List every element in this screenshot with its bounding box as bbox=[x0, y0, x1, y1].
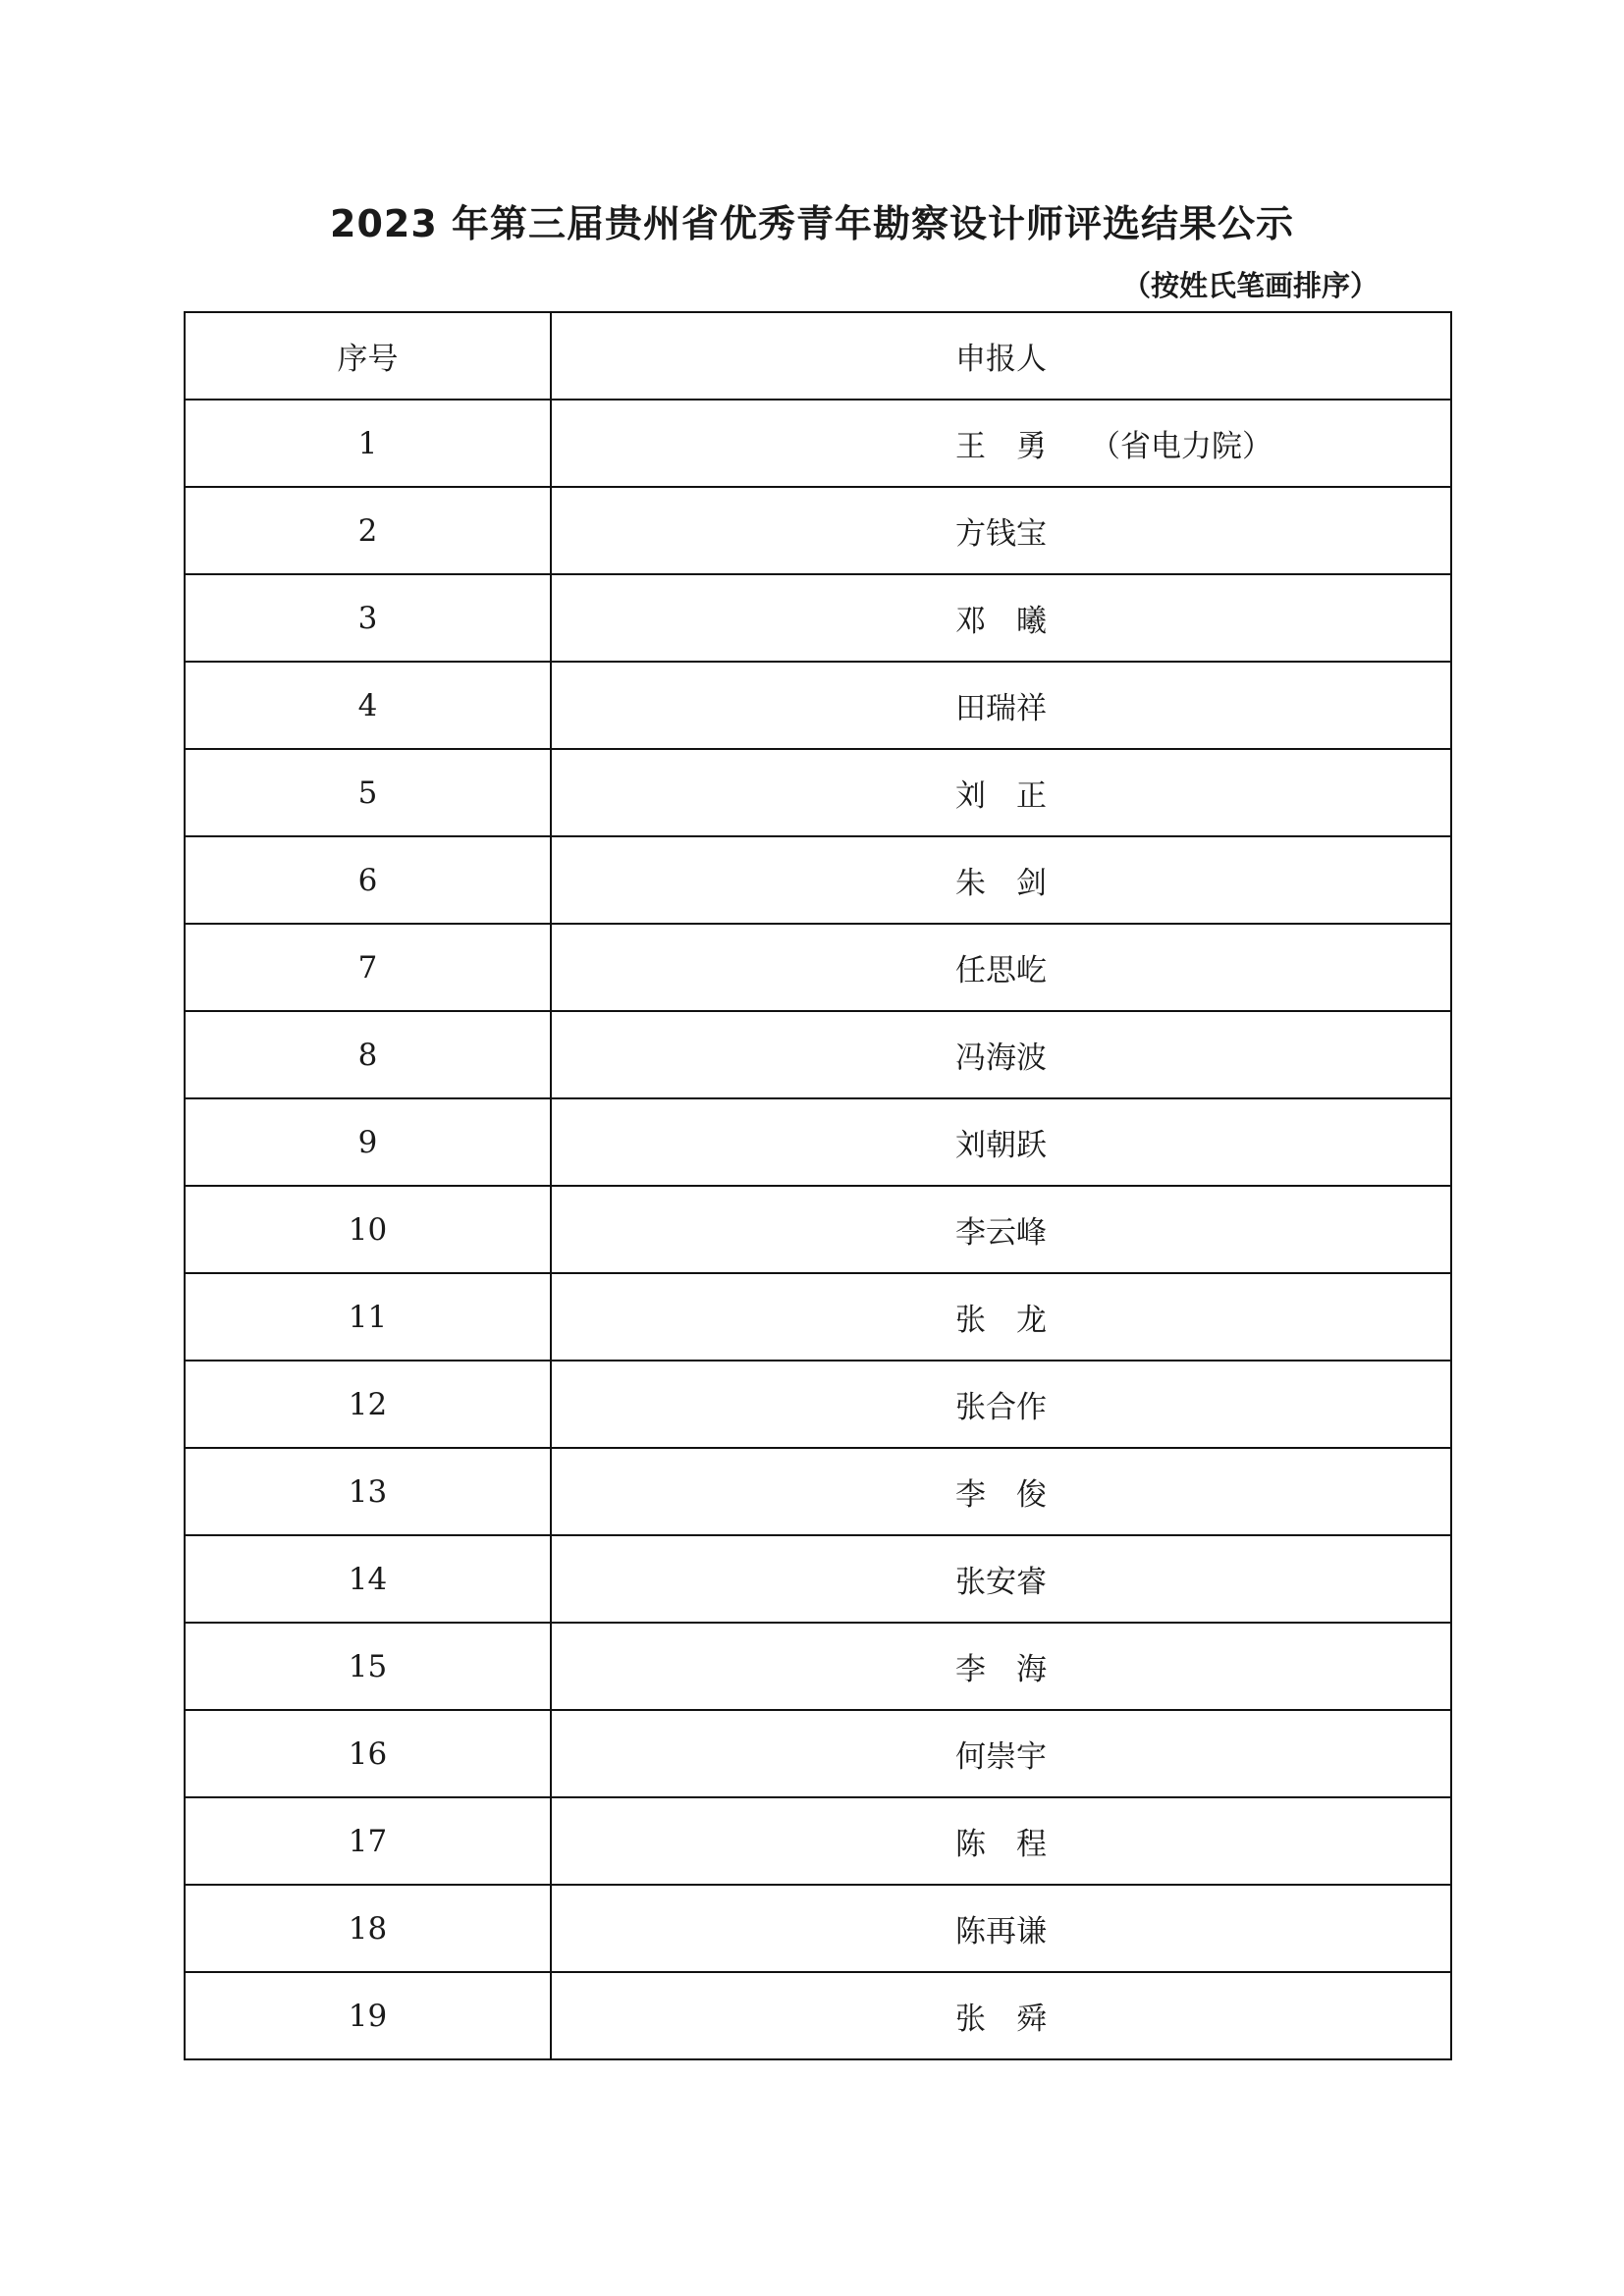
applicant-cell bbox=[551, 1186, 1451, 1273]
applicant-cell bbox=[551, 487, 1451, 574]
applicant-cell bbox=[551, 1361, 1451, 1448]
applicant-cell bbox=[551, 1797, 1451, 1885]
applicant-name: 何崇宇 bbox=[955, 1739, 1047, 1775]
row-number: 17 bbox=[185, 1797, 551, 1885]
applicant-cell bbox=[551, 1535, 1451, 1623]
applicant-wrap bbox=[955, 1994, 1047, 2038]
row-number: 6 bbox=[185, 836, 551, 924]
table-row bbox=[185, 1797, 1451, 1885]
applicant-wrap bbox=[955, 1819, 1047, 1863]
table-row bbox=[185, 836, 1451, 924]
row-number: 10 bbox=[185, 1186, 551, 1273]
applicant-cell bbox=[551, 400, 1451, 487]
results-table bbox=[184, 311, 1452, 2060]
applicant-wrap bbox=[955, 1469, 1047, 1514]
applicant-name: 邓 曦 bbox=[955, 604, 1047, 639]
applicant-wrap bbox=[955, 1295, 1047, 1339]
applicant-wrap bbox=[955, 1732, 1047, 1776]
applicant-wrap bbox=[955, 1207, 1047, 1252]
applicant-name: 李 海 bbox=[955, 1652, 1047, 1687]
table-row bbox=[185, 1273, 1451, 1361]
applicant-name: 刘 正 bbox=[955, 778, 1047, 814]
table-row bbox=[185, 1186, 1451, 1273]
row-number: 13 bbox=[185, 1448, 551, 1535]
header-name: 申报人 bbox=[551, 312, 1451, 400]
table-row bbox=[185, 1972, 1451, 2059]
table-row bbox=[185, 1011, 1451, 1098]
row-number: 9 bbox=[185, 1098, 551, 1186]
table-row bbox=[185, 1448, 1451, 1535]
applicant-wrap bbox=[955, 1033, 1047, 1077]
applicant-name: 王 勇 bbox=[955, 429, 1047, 464]
applicant-cell bbox=[551, 1710, 1451, 1797]
row-number: 3 bbox=[185, 574, 551, 662]
row-number: 5 bbox=[185, 749, 551, 836]
applicant-wrap bbox=[955, 1557, 1047, 1601]
table-row bbox=[185, 487, 1451, 574]
table-row bbox=[185, 400, 1451, 487]
applicant-cell bbox=[551, 1011, 1451, 1098]
applicant-name: 张合作 bbox=[955, 1390, 1047, 1425]
row-number: 14 bbox=[185, 1535, 551, 1623]
table-row bbox=[185, 1623, 1451, 1710]
row-number: 19 bbox=[185, 1972, 551, 2059]
table-row bbox=[185, 1098, 1451, 1186]
applicant-name: 陈再谦 bbox=[955, 1914, 1047, 1949]
table-row bbox=[185, 1535, 1451, 1623]
applicant-name: 朱 剑 bbox=[955, 866, 1047, 901]
table-row bbox=[185, 1361, 1451, 1448]
applicant-name: 李 俊 bbox=[955, 1477, 1047, 1513]
row-number: 16 bbox=[185, 1710, 551, 1797]
applicant-cell bbox=[551, 1098, 1451, 1186]
applicant-name: 张 龙 bbox=[955, 1303, 1047, 1338]
table-row bbox=[185, 1710, 1451, 1797]
sort-note: （按姓氏笔画排序） bbox=[1121, 269, 1379, 302]
applicant-wrap bbox=[955, 858, 1047, 902]
row-number: 2 bbox=[185, 487, 551, 574]
table-row bbox=[185, 1885, 1451, 1972]
applicant-wrap bbox=[955, 508, 1047, 553]
applicant-affiliation: （省电力院） bbox=[1090, 429, 1272, 464]
applicant-cell bbox=[551, 574, 1451, 662]
applicant-name: 李云峰 bbox=[955, 1215, 1047, 1251]
applicant-wrap bbox=[955, 945, 1047, 989]
page-title: 2023 年第三届贵州省优秀青年勘察设计师评选结果公示 bbox=[330, 202, 1294, 245]
applicant-wrap bbox=[955, 1382, 1047, 1426]
applicant-wrap bbox=[955, 421, 1272, 465]
applicant-wrap bbox=[955, 771, 1047, 815]
applicant-cell bbox=[551, 1273, 1451, 1361]
row-number: 11 bbox=[185, 1273, 551, 1361]
applicant-name: 陈 程 bbox=[955, 1827, 1047, 1862]
applicant-wrap bbox=[955, 683, 1047, 727]
applicant-name: 张安睿 bbox=[955, 1565, 1047, 1600]
applicant-cell bbox=[551, 749, 1451, 836]
applicant-cell bbox=[551, 1885, 1451, 1972]
row-number: 12 bbox=[185, 1361, 551, 1448]
table-row bbox=[185, 574, 1451, 662]
table-row bbox=[185, 924, 1451, 1011]
row-number: 7 bbox=[185, 924, 551, 1011]
table-row bbox=[185, 749, 1451, 836]
applicant-wrap bbox=[955, 1120, 1047, 1164]
applicant-wrap bbox=[955, 596, 1047, 640]
header-no: 序号 bbox=[185, 312, 551, 400]
row-number: 18 bbox=[185, 1885, 551, 1972]
row-number: 4 bbox=[185, 662, 551, 749]
table-row bbox=[185, 662, 1451, 749]
applicant-wrap bbox=[955, 1906, 1047, 1950]
applicant-cell bbox=[551, 1448, 1451, 1535]
applicant-name: 张 舜 bbox=[955, 2002, 1047, 2037]
row-number: 1 bbox=[185, 400, 551, 487]
applicant-wrap bbox=[955, 1644, 1047, 1688]
applicant-cell bbox=[551, 836, 1451, 924]
applicant-name: 任思屹 bbox=[955, 953, 1047, 988]
applicant-name: 田瑞祥 bbox=[955, 691, 1047, 726]
table-header-row bbox=[185, 312, 1451, 400]
row-number: 15 bbox=[185, 1623, 551, 1710]
applicant-cell bbox=[551, 1623, 1451, 1710]
applicant-cell bbox=[551, 1972, 1451, 2059]
applicant-name: 冯海波 bbox=[955, 1041, 1047, 1076]
applicant-cell bbox=[551, 924, 1451, 1011]
row-number: 8 bbox=[185, 1011, 551, 1098]
applicant-name: 刘朝跃 bbox=[955, 1128, 1047, 1163]
applicant-name: 方钱宝 bbox=[955, 516, 1047, 552]
applicant-cell bbox=[551, 662, 1451, 749]
